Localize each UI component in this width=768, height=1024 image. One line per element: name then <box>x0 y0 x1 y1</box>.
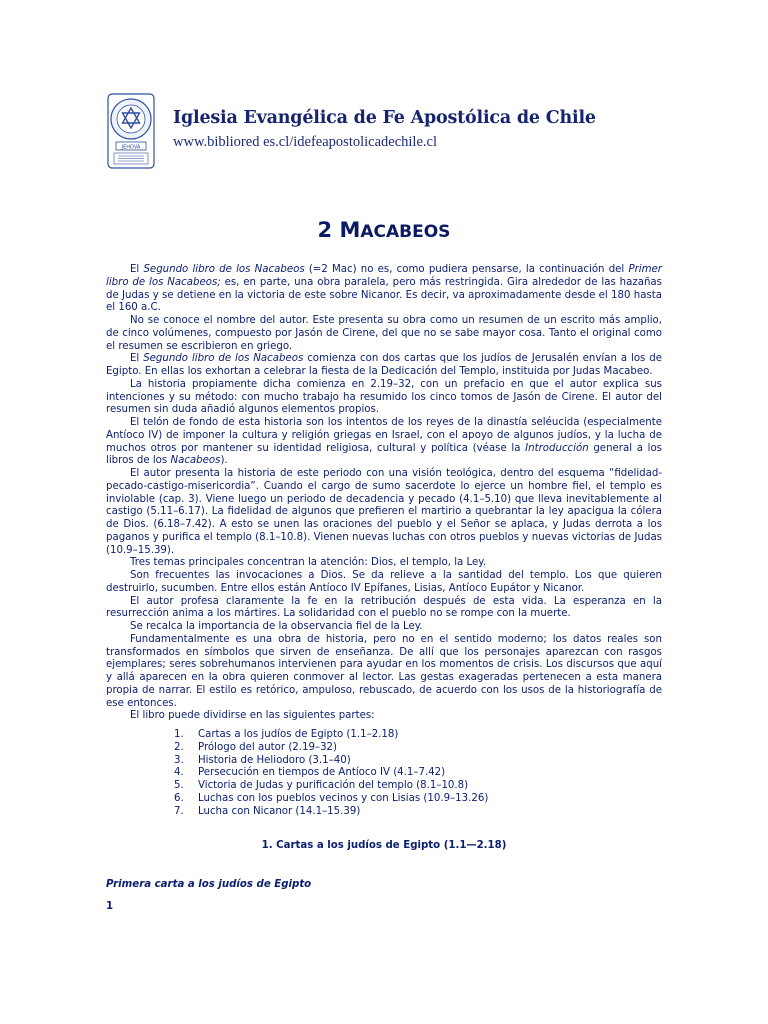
outline-item <box>174 780 488 793</box>
outline-item-label: Victoria de Judas y purificación del templo (8.1–10.8) <box>198 780 469 791</box>
outline-item-number: 2. <box>174 741 184 753</box>
letter-subheading: Primera carta a los judíos de Egipto <box>106 879 312 890</box>
intro-paragraph <box>106 353 662 379</box>
document-header <box>106 92 666 172</box>
paragraph-text: No se conoce el nombre del autor. Este presenta su obra como un resumen de un escrito más amplio, de cinco volúmenes, compuesto por Jasón de Cirene, del que no se sabe mayor cosa. Tanto el original como el resumen se escribieron en griego. <box>106 315 662 352</box>
intro-paragraph <box>106 634 662 711</box>
introduction-text <box>106 264 662 723</box>
section-heading: 1. Cartas a los judíos de Egipto (1.1—2.18) <box>261 840 507 851</box>
paragraph-text: Se recalca la importancia de la observancia fiel de la Ley. <box>130 621 423 632</box>
outline-item <box>174 755 488 768</box>
paragraph-text: Fundamentalmente es una obra de historia, pero no en el sentido moderno; los datos reales son transformados en símbolos que sirven de enseñanza. De allí que los personajes aparezcan con rasgos ejemplares; seres sobrehumanos intervienen para ayudar en los momentos de crisis. Los discursos que aquí y allá aparecen en la obra quieren conmover al lector. Las gestas exageradas pertenecen a esta manera propia de narrar. El estilo es retórico, ampuloso, rebuscado, de acuerdo con los usos de la historiografía de ese entonces. <box>106 633 662 709</box>
italic-text: Nacabeos <box>170 455 221 467</box>
organization-url: www.bibliored es.cl/idefeapostolicadechile.cl <box>173 134 437 150</box>
paragraph-text: Tres temas principales concentran la atención: Dios, el templo, la Ley. <box>130 557 487 569</box>
paragraph-text: (=2 Mac) no es, como pudiera pensarse, la continuación del <box>304 264 629 275</box>
paragraph-text: El <box>130 264 144 275</box>
outline-item-label: Luchas con los pueblos vecinos y con Lisias (10.9–13.26) <box>198 792 489 804</box>
paragraph-text: general a los libros de los <box>106 442 662 467</box>
intro-paragraph <box>106 621 662 634</box>
outline-item <box>174 793 488 806</box>
outline-item-label: Lucha con Nicanor (14.1–15.39) <box>198 805 361 817</box>
outline-item-label: Cartas a los judíos de Egipto (1.1–2.18) <box>198 729 399 740</box>
paragraph-text: comienza con dos cartas que los judíos de Jerusalén envían a los de Egipto. En ellas los exhortan a celebrar la fiesta de la Dedicación del Templo, instituida por Judas Macabeo. <box>106 353 663 377</box>
intro-paragraph <box>106 710 662 723</box>
intro-paragraph <box>106 570 662 596</box>
book-outline-list <box>174 729 488 818</box>
italic-text: Segundo libro de los Nacabeos <box>143 264 305 275</box>
italic-text: Primer libro de los Nacabeos; <box>106 264 662 288</box>
paragraph-text: es, en parte, una obra paralela, pero más restringida. Gira alrededor de las hazañas de Judas y se detiene en la victoria de este sobre Nicanor. Es decir, va aproximadamente desde el 180 hasta el 160 a.C. <box>106 276 662 314</box>
paragraph-text: El telón de fondo de esta historia son los intentos de los reyes de la dinastía seléucida (especialmente Antíoco IV) de imponer la cultura y religión griegas en Israel, con el apoyo de algunos judíos, y la lucha de muchos otros por mantener su identidad religiosa, cultural y política (véase la <box>106 417 662 454</box>
paragraph-text: ). <box>220 455 228 467</box>
star-of-david-seal-icon <box>106 92 156 170</box>
paragraph-text: El autor presenta la historia de este periodo con una visión teológica, dentro del esquema “fidelidad-pecado-castigo-misericordia”. Cuando el cargo de sumo sacerdote lo ejerce un hombre fiel, el templo es inviolable (cap. 3). Viene luego un periodo de decadencia y pecado (4.1–5.10) que lleva inevitablemente al castigo (5.11–6.17). La fidelidad de algunos que prefieren el martirio a quebrantar la ley apacigua la cólera de Dios. (6.18–7.42). A esto se unen las oraciones del pueblo y el Señor se aplaca, y Judas derrota a los paganos y purifica el templo (8.1–10.8). Vienen nuevas luchas con otros pueblos y nuevas victorias de Judas (10.9–15.39). <box>106 468 662 556</box>
outline-item <box>174 742 488 755</box>
outline-item <box>174 806 488 819</box>
intro-paragraph <box>106 596 662 622</box>
outline-item-number: 7. <box>174 805 184 817</box>
paragraph-text: Son frecuentes las invocaciones a Dios. Se da relieve a la santidad del templo. Los que quieren destruirlo, sucumben. Entre ellos están Antíoco IV Epífanes, Lisias, Antíoco Eupátor y Nicanor. <box>106 570 662 594</box>
outline-item <box>174 767 488 780</box>
outline-item-label: Persecución en tiempos de Antíoco IV (4.1–7.42) <box>198 767 446 779</box>
paragraph-text: El <box>130 353 144 365</box>
outline-item-number: 4. <box>174 767 184 779</box>
outline-item-number: 5. <box>174 780 184 791</box>
verse-number: 1 <box>106 901 114 912</box>
italic-text: Segundo libro de los Nacabeos <box>143 353 304 365</box>
paragraph-text: El libro puede dividirse en las siguientes partes: <box>130 710 375 722</box>
book-title-rest: ACABEOS <box>360 222 451 242</box>
intro-paragraph <box>106 468 662 557</box>
outline-item-number: 3. <box>174 754 184 766</box>
outline-item <box>174 729 488 742</box>
intro-paragraph <box>106 264 662 315</box>
outline-item-number: 1. <box>174 729 184 740</box>
outline-item-label: Prólogo del autor (2.19–32) <box>198 741 338 753</box>
intro-paragraph <box>106 417 662 468</box>
outline-item-label: Historia de Heliodoro (3.1–40) <box>198 754 351 766</box>
book-title-first: 2 M <box>317 218 361 242</box>
organization-name: Iglesia Evangélica de Fe Apostólica de Chile <box>173 108 596 128</box>
paragraph-text: La historia propiamente dicha comienza en 2.19–32, con un prefacio en que el autor explica sus intenciones y su método: con mucho trabajo ha resumido los cinco tomos de Jasón de Cirene. El autor del resumen sin duda añadió algunos elementos propios. <box>106 378 662 416</box>
paragraph-text: El autor profesa claramente la fe en la retribución después de esta vida. La esperanza en la resurrección anima a los mártires. La solidaridad con el pueblo no se rompe con la muerte. <box>106 595 662 620</box>
logo-label: JEHOVÁ <box>121 144 141 151</box>
outline-item-number: 6. <box>174 792 184 804</box>
intro-paragraph <box>106 315 662 353</box>
book-title <box>0 218 768 242</box>
intro-paragraph <box>106 379 662 417</box>
italic-text: Introducción <box>525 442 589 454</box>
intro-paragraph <box>106 557 662 570</box>
